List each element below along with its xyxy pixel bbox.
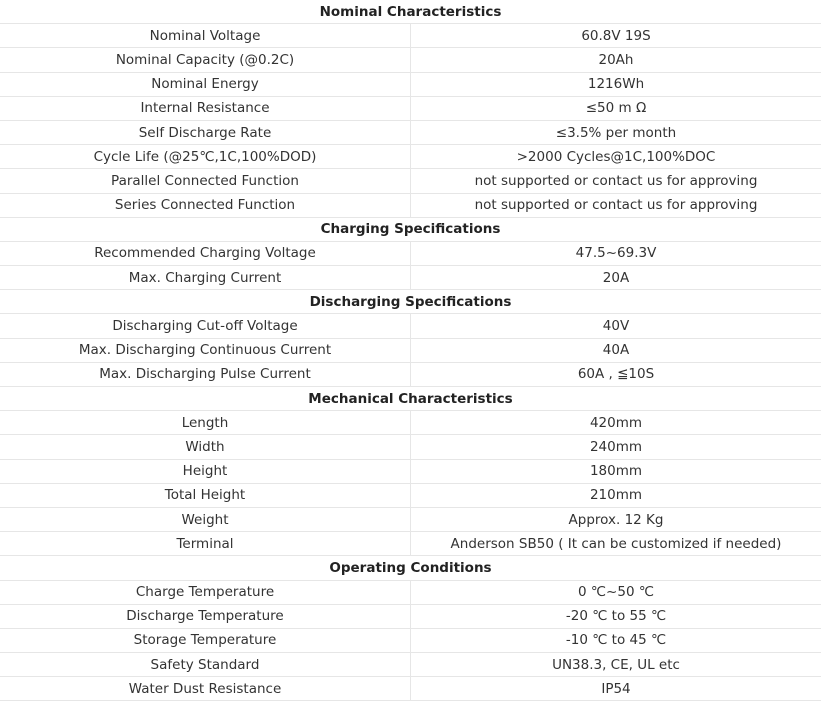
- row-label: Max. Discharging Continuous Current: [0, 338, 411, 362]
- row-label: Nominal Voltage: [0, 24, 411, 48]
- table-row: [0, 314, 821, 338]
- row-value: Anderson SB50 ( It can be customized if needed): [411, 532, 821, 556]
- row-value: 60A , ≦10S: [411, 362, 821, 386]
- row-value: 420mm: [411, 411, 821, 435]
- row-value: 40V: [411, 314, 821, 338]
- row-value: -20 ℃ to 55 ℃: [411, 604, 821, 628]
- row-value: IP54: [411, 677, 821, 701]
- row-label: Series Connected Function: [0, 193, 411, 217]
- section-title: Mechanical Characteristics: [0, 387, 821, 411]
- table-row: [0, 604, 821, 628]
- table-row: [0, 145, 821, 169]
- table-row: [0, 266, 821, 290]
- row-label: Nominal Capacity (@0.2C): [0, 48, 411, 72]
- row-label: Charge Temperature: [0, 580, 411, 604]
- table-row: [0, 411, 821, 435]
- row-value: ≤3.5% per month: [411, 120, 821, 144]
- row-label: Width: [0, 435, 411, 459]
- section-header-operating: [0, 556, 821, 580]
- row-value: -10 ℃ to 45 ℃: [411, 628, 821, 652]
- table-row: [0, 241, 821, 265]
- row-label: Discharge Temperature: [0, 604, 411, 628]
- row-label: Max. Discharging Pulse Current: [0, 362, 411, 386]
- row-label: Terminal: [0, 532, 411, 556]
- row-value: 180mm: [411, 459, 821, 483]
- row-label: Cycle Life (@25℃,1C,100%DOD): [0, 145, 411, 169]
- row-value: UN38.3, CE, UL etc: [411, 653, 821, 677]
- section-title: Charging Specifications: [0, 217, 821, 241]
- row-label: Height: [0, 459, 411, 483]
- row-label: Max. Charging Current: [0, 266, 411, 290]
- table-row: [0, 24, 821, 48]
- table-row: [0, 193, 821, 217]
- row-value: Approx. 12 Kg: [411, 507, 821, 531]
- row-value: 40A: [411, 338, 821, 362]
- row-label: Self Discharge Rate: [0, 120, 411, 144]
- row-value: 240mm: [411, 435, 821, 459]
- row-label: Water Dust Resistance: [0, 677, 411, 701]
- row-label: Internal Resistance: [0, 96, 411, 120]
- row-label: Nominal Energy: [0, 72, 411, 96]
- row-label: Recommended Charging Voltage: [0, 241, 411, 265]
- table-row: [0, 459, 821, 483]
- row-label: Length: [0, 411, 411, 435]
- section-title: Operating Conditions: [0, 556, 821, 580]
- table-row: [0, 677, 821, 701]
- row-value: not supported or contact us for approving: [411, 169, 821, 193]
- row-label: Total Height: [0, 483, 411, 507]
- row-label: Safety Standard: [0, 653, 411, 677]
- row-label: Storage Temperature: [0, 628, 411, 652]
- row-value: not supported or contact us for approving: [411, 193, 821, 217]
- row-value: 210mm: [411, 483, 821, 507]
- row-value: 0 ℃~50 ℃: [411, 580, 821, 604]
- section-header-discharging: [0, 290, 821, 314]
- row-value: 1216Wh: [411, 72, 821, 96]
- section-header-mechanical: [0, 387, 821, 411]
- row-label: Weight: [0, 507, 411, 531]
- table-row: [0, 628, 821, 652]
- table-row: [0, 72, 821, 96]
- row-label: Discharging Cut-off Voltage: [0, 314, 411, 338]
- row-value: 60.8V 19S: [411, 24, 821, 48]
- section-header-charging: [0, 217, 821, 241]
- table-row: [0, 435, 821, 459]
- row-value: 20A: [411, 266, 821, 290]
- row-label: Parallel Connected Function: [0, 169, 411, 193]
- section-title: Discharging Specifications: [0, 290, 821, 314]
- table-row: [0, 580, 821, 604]
- row-value: ≤50 m Ω: [411, 96, 821, 120]
- table-row: [0, 483, 821, 507]
- table-row: [0, 362, 821, 386]
- table-row: [0, 532, 821, 556]
- section-header-nominal: [0, 0, 821, 24]
- row-value: 47.5~69.3V: [411, 241, 821, 265]
- table-row: [0, 48, 821, 72]
- section-title: Nominal Characteristics: [0, 0, 821, 24]
- table-row: [0, 96, 821, 120]
- table-row: [0, 653, 821, 677]
- table-row: [0, 169, 821, 193]
- table-row: [0, 507, 821, 531]
- table-row: [0, 120, 821, 144]
- table-row: [0, 338, 821, 362]
- row-value: >2000 Cycles@1C,100%DOC: [411, 145, 821, 169]
- row-value: 20Ah: [411, 48, 821, 72]
